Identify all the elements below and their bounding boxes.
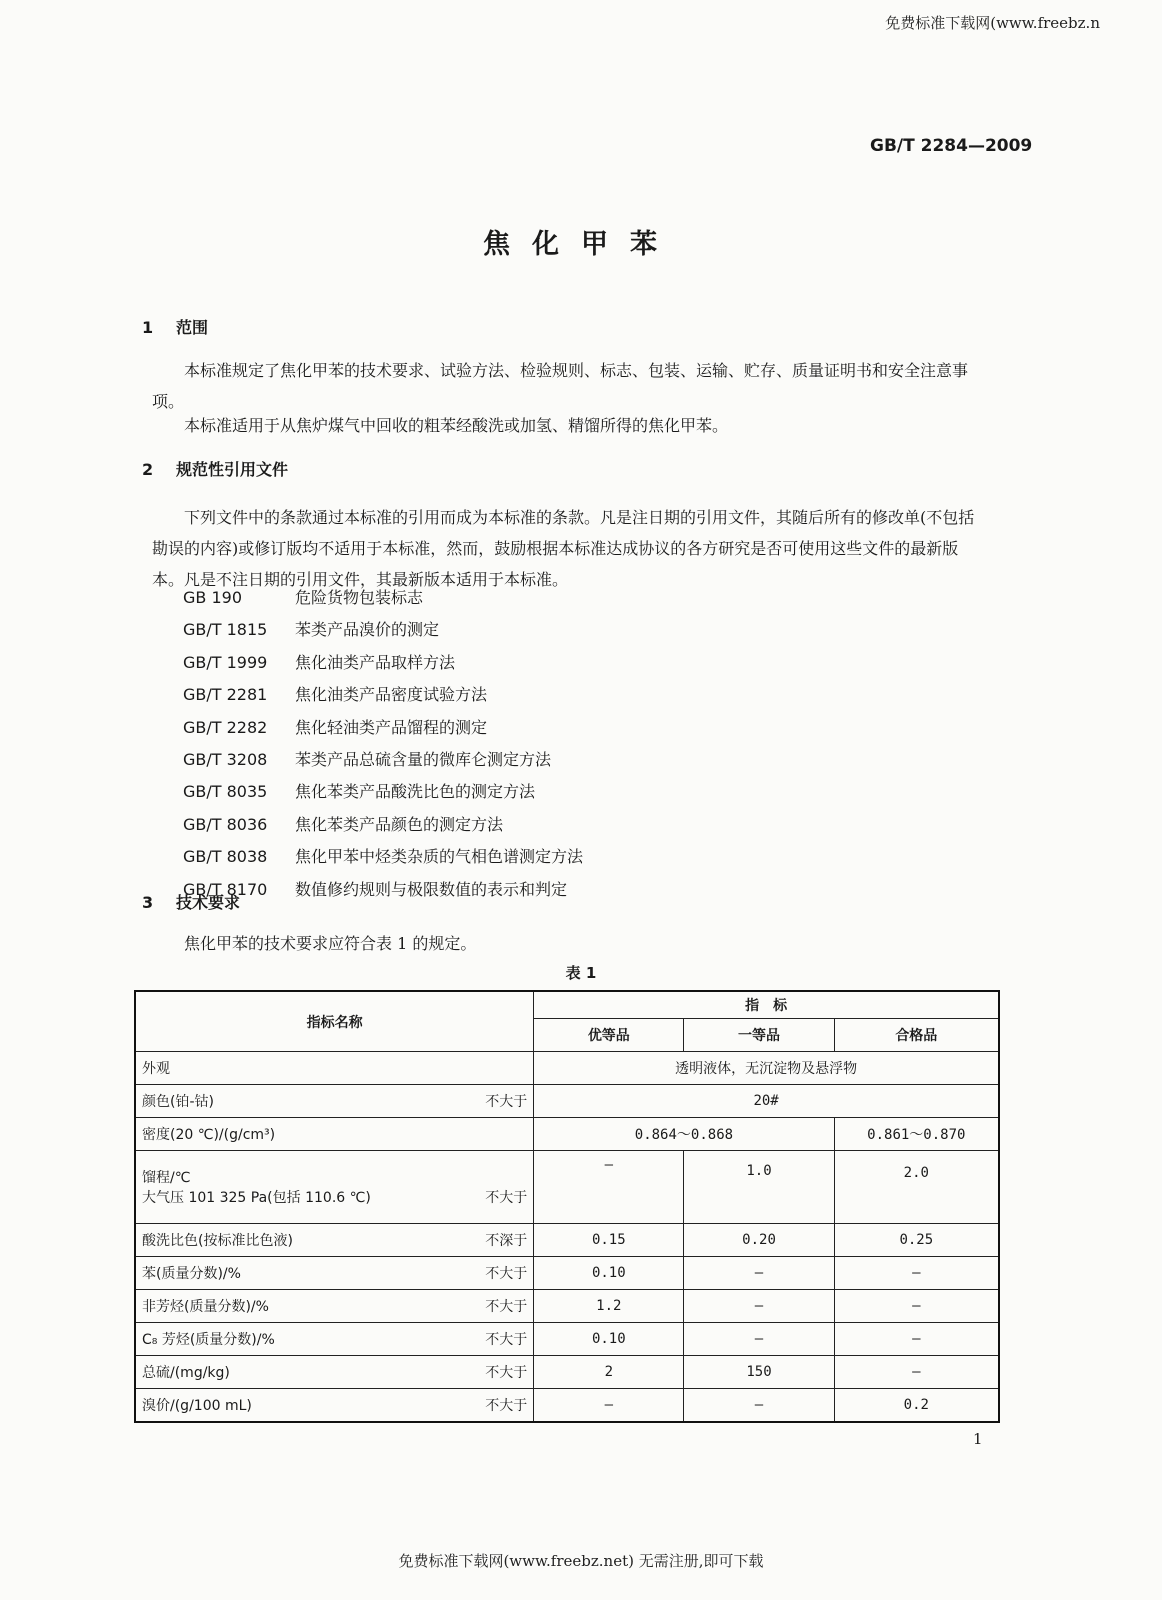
row-value-2: — [684, 1257, 834, 1290]
row-name: 外观 [142, 1061, 170, 1077]
row-value-3: — [834, 1323, 999, 1356]
reference-title: 焦化甲苯中烃类杂质的气相色谱测定方法 [295, 847, 584, 867]
header-index: 指 标 [534, 991, 999, 1019]
row-value-1: 0.10 [534, 1257, 684, 1290]
row-value-3: 0.861～0.870 [834, 1118, 999, 1151]
grade-premium: 优等品 [534, 1019, 684, 1052]
reference-title: 数值修约规则与极限数值的表示和判定 [295, 879, 568, 899]
reference-title: 焦化苯类产品颜色的测定方法 [295, 814, 504, 834]
row-limit: 不大于 [485, 1266, 528, 1282]
row-limit: 不大于 [485, 1365, 528, 1381]
row-value-3: 0.2 [834, 1389, 999, 1423]
reference-title: 焦化苯类产品酸洗比色的测定方法 [295, 782, 536, 802]
table-row [135, 1085, 999, 1118]
references-intro: 下列文件中的条款通过本标准的引用而成为本标准的条款。凡是注日期的引用文件，其随后所有的修改单(不包括勘误的内容)或修订版均不适用于本标准，然而，鼓励根据本标准达成协议的各方研究是否可使用这些文件的最新版本。凡是不注日期的引用文件，其最新版本适用于本标准。 [152, 508, 975, 589]
section-heading-references [142, 457, 288, 480]
row-merged-value: 20# [534, 1085, 999, 1118]
reference-title: 焦化油类产品取样方法 [295, 652, 456, 672]
section-heading-tech-requirements [142, 890, 240, 913]
header-item-name: 指标名称 [135, 991, 534, 1052]
reference-code: GB/T 3208 [183, 749, 268, 769]
section-number: 2 [142, 460, 154, 479]
table-row [135, 1118, 999, 1151]
reference-item [183, 874, 583, 906]
reference-code: GB/T 8035 [183, 782, 268, 802]
table-row [135, 1356, 999, 1389]
row-name: 溴价/(g/100 mL) [142, 1398, 252, 1414]
reference-title: 苯类产品总硫含量的微库仑测定方法 [295, 749, 552, 769]
table-row [135, 1224, 999, 1257]
row-name: 非芳烃(质量分数)/% [142, 1299, 269, 1315]
page-number: 1 [973, 1430, 983, 1448]
row-value-1: 0.10 [534, 1323, 684, 1356]
reference-code: GB/T 1999 [183, 652, 268, 672]
table-row [135, 1151, 999, 1224]
reference-item [183, 679, 583, 711]
section-number: 1 [142, 318, 154, 337]
scope-paragraph-2: 本标准适用于从焦炉煤气中回收的粗苯经酸洗或加氢、精馏所得的焦化甲苯。 [184, 416, 729, 435]
tech-requirements-text: 焦化甲苯的技术要求应符合表 1 的规定。 [184, 934, 477, 953]
reference-item [183, 744, 583, 776]
watermark-bottom: 免费标准下载网(www.freebz.net) 无需注册,即可下载 [398, 1552, 764, 1570]
row-value-3: — [834, 1257, 999, 1290]
row-limit: 不深于 [485, 1233, 528, 1249]
section-number: 3 [142, 893, 154, 912]
reference-item [183, 809, 583, 841]
reference-code: GB/T 8036 [183, 814, 268, 834]
reference-code: GB/T 1815 [183, 620, 268, 640]
row-limit: 不大于 [485, 1332, 528, 1348]
row-value-3: — [834, 1356, 999, 1389]
row-value-3: — [834, 1290, 999, 1323]
table-row [135, 1052, 999, 1085]
row-name: 总硫/(mg/kg) [142, 1365, 230, 1381]
row-name-detail: 大气压 101 325 Pa(包括 110.6 ℃) [142, 1190, 371, 1206]
standard-number: GB/T 2284—2009 [870, 136, 1033, 156]
row-value-2: — [684, 1323, 834, 1356]
row-value-2: 1.0 [684, 1151, 834, 1224]
row-limit: 不大于 [485, 1094, 528, 1110]
section-heading-scope [142, 315, 208, 338]
row-value-2: 0.20 [684, 1224, 834, 1257]
reference-code: GB/T 2282 [183, 717, 268, 737]
reference-list [183, 582, 583, 906]
reference-item [183, 582, 583, 614]
row-value-3: 0.25 [834, 1224, 999, 1257]
reference-code: GB/T 2281 [183, 685, 268, 705]
reference-code: GB/T 8038 [183, 847, 268, 867]
table-caption: 表 1 [565, 964, 597, 982]
row-merged-value: 0.864～0.868 [534, 1118, 834, 1151]
document-title: 焦化甲苯 [483, 229, 679, 260]
reference-item [183, 712, 583, 744]
table-header-row [135, 991, 999, 1019]
row-value-1: — [534, 1151, 684, 1224]
row-value-1: 0.15 [534, 1224, 684, 1257]
row-limit: 不大于 [485, 1398, 528, 1414]
row-value-2: — [684, 1389, 834, 1423]
watermark-top: 免费标准下载网(www.freebz.n [885, 14, 1100, 32]
section-title: 范围 [176, 318, 209, 337]
row-value-1: 1.2 [534, 1290, 684, 1323]
reference-item [183, 776, 583, 808]
grade-first: 一等品 [684, 1019, 834, 1052]
row-limit: 不大于 [485, 1299, 528, 1315]
row-name: 馏程/℃ [142, 1170, 191, 1186]
row-name: 密度(20 ℃)/(g/cm³) [142, 1127, 276, 1143]
reference-item [183, 841, 583, 873]
row-name: 颜色(铂-钴) [142, 1094, 214, 1110]
table-row [135, 1257, 999, 1290]
row-merged-value: 透明液体，无沉淀物及悬浮物 [534, 1052, 999, 1085]
table-row [135, 1323, 999, 1356]
scope-paragraph-1: 本标准规定了焦化甲苯的技术要求、试验方法、检验规则、标志、包装、运输、贮存、质量证明书和安全注意事项。 [152, 361, 969, 411]
row-value-1: 2 [534, 1356, 684, 1389]
reference-title: 焦化轻油类产品馏程的测定 [295, 717, 488, 737]
row-name: C₈ 芳烃(质量分数)/% [142, 1332, 275, 1348]
section-title: 规范性引用文件 [176, 460, 289, 479]
reference-item [183, 614, 583, 646]
row-value-2: 150 [684, 1356, 834, 1389]
reference-code: GB 190 [183, 588, 242, 607]
reference-title: 焦化油类产品密度试验方法 [295, 685, 488, 705]
table-row [135, 1389, 999, 1423]
reference-title: 苯类产品溴价的测定 [295, 620, 440, 640]
row-name: 苯(质量分数)/% [142, 1266, 241, 1282]
row-value-3: 2.0 [834, 1151, 999, 1224]
reference-title: 危险货物包装标志 [295, 588, 424, 607]
spec-table [134, 990, 1000, 1423]
row-value-1: — [534, 1389, 684, 1423]
reference-code: GB/T 8170 [183, 879, 268, 899]
row-name: 酸洗比色(按标准比色液) [142, 1233, 293, 1249]
reference-item [183, 647, 583, 679]
row-value-2: — [684, 1290, 834, 1323]
grade-qualified: 合格品 [834, 1019, 999, 1052]
row-limit: 不大于 [485, 1190, 528, 1206]
section-title: 技术要求 [176, 893, 241, 912]
table-row [135, 1290, 999, 1323]
